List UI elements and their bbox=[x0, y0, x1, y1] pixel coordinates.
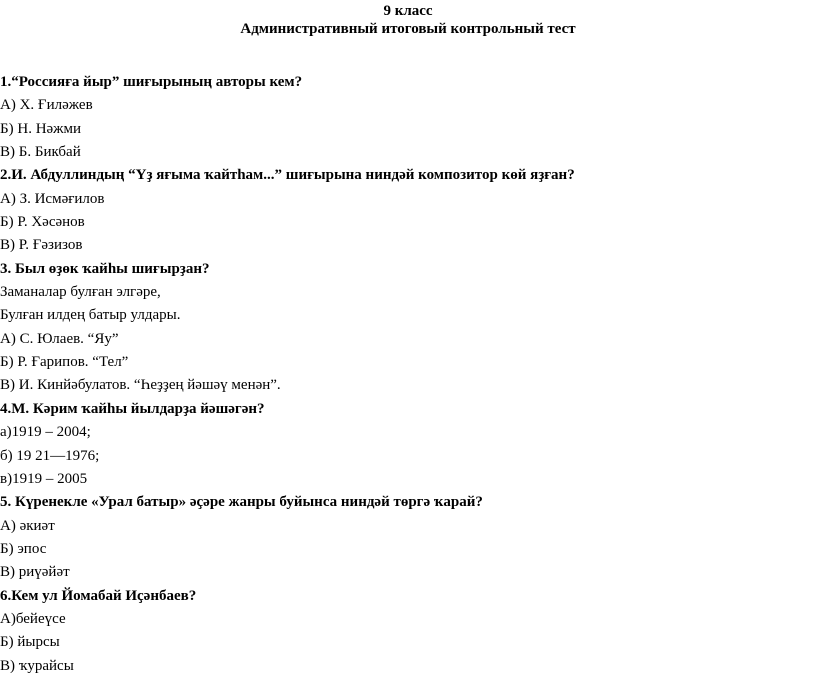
answer-option: Б) Р. Хәсәнов bbox=[0, 214, 85, 231]
answer-option: А)бейеүсе bbox=[0, 610, 66, 627]
question-6: 6.Кем ул Йомабай Иҫәнбаев? bbox=[0, 587, 197, 604]
answer-option: Б) Н. Нәжми bbox=[0, 120, 82, 137]
question-1: 1.“Россияға йыр” шиғырының авторы кем? bbox=[0, 74, 303, 90]
answer-option: Б) эпос bbox=[0, 540, 47, 557]
answer-option: А) З. Исмәғилов bbox=[0, 190, 105, 207]
answer-option: В) Б. Бикбай bbox=[0, 144, 81, 161]
answer-option: б) 19 21—1976; bbox=[0, 447, 100, 464]
answer-option: В) ҡурайсы bbox=[0, 657, 74, 674]
question-3: 3. Был өҙөк ҡайһы шиғырҙан? bbox=[0, 260, 210, 277]
answer-option: Б) Р. Ғарипов. “Тел” bbox=[0, 354, 129, 371]
answer-option: В) Р. Ғәзизов bbox=[0, 237, 83, 254]
question-5: 5. Күренекле «Урал батыр» әҫәре жанры буйынса ниндәй төргә ҡарай? bbox=[0, 494, 483, 511]
grade-heading: 9 класс bbox=[383, 3, 433, 19]
poem-excerpt-line: Булған илдең батыр улдары. bbox=[0, 307, 181, 324]
question-4: 4.М. Кәрим ҡайһы йылдарҙа йәшәгән? bbox=[0, 400, 265, 417]
poem-excerpt-line: Заманалар булған элгәре, bbox=[0, 284, 161, 301]
answer-option: В) риүәйәт bbox=[0, 564, 70, 581]
answer-option: А) С. Юлаев. “Яу” bbox=[0, 330, 119, 347]
answer-option: А) Х. Ғиләжев bbox=[0, 97, 93, 114]
answer-option: А) әкиәт bbox=[0, 517, 55, 534]
answer-option: а)1919 – 2004; bbox=[0, 424, 91, 441]
answer-option: В) И. Кинйәбулатов. “Һеҙҙең йәшәү менән”. bbox=[0, 377, 281, 394]
test-body bbox=[0, 71, 816, 678]
test-title: Административный итоговый контрольный тест bbox=[240, 21, 576, 37]
answer-option: Б) йырсы bbox=[0, 634, 60, 651]
question-2: 2.И. Абдуллиндың “Үҙ яғыма ҡайтһам...” шиғырына ниндәй композитор көй яҙған? bbox=[0, 167, 575, 184]
answer-option: в)1919 – 2005 bbox=[0, 470, 88, 487]
